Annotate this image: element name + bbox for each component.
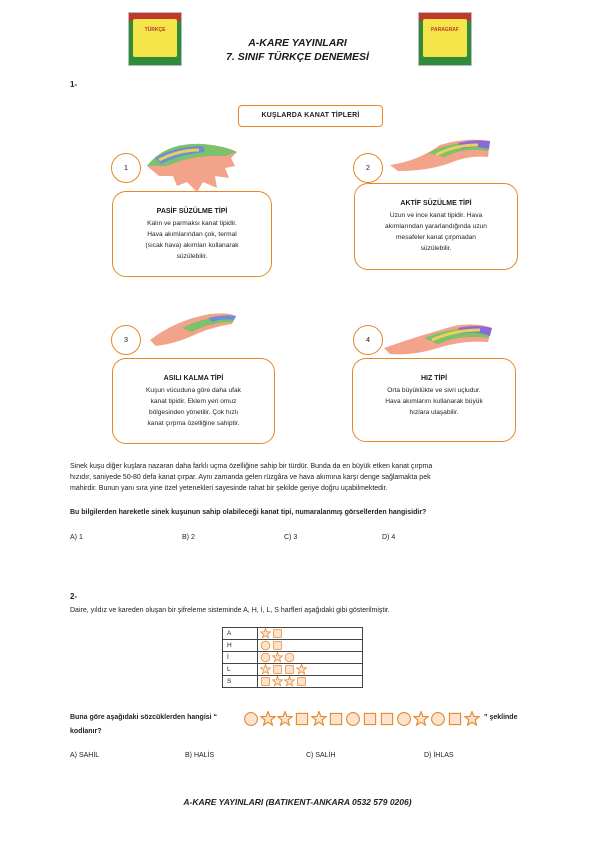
cipher-shapes	[258, 640, 363, 652]
hummingbird-paragraph	[70, 461, 540, 494]
q1-option-b[interactable]: B) 2	[182, 534, 195, 541]
card-title: HIZ TİPİ	[420, 375, 448, 382]
square-icon	[272, 628, 283, 639]
square-icon	[272, 640, 283, 651]
circle-icon	[345, 711, 361, 727]
star-icon	[413, 711, 429, 727]
cipher-shapes	[258, 652, 363, 664]
cipher-row	[223, 664, 363, 676]
square-icon	[296, 676, 307, 687]
cipher-row	[223, 676, 363, 688]
wing-image-3	[148, 308, 238, 350]
wing-card-3	[112, 358, 275, 444]
card-line: Orta büyüklükte ve sivri uçludur.	[387, 387, 481, 394]
circle-icon	[284, 652, 295, 663]
wing-image-2	[388, 135, 493, 175]
square-icon	[379, 711, 395, 727]
card-line: Kuşun vücuduna göre daha ufak	[146, 387, 241, 394]
card-line: (sıcak hava) akımları kullanarak	[145, 242, 239, 249]
wing-card-2	[354, 183, 518, 270]
card-line: kanat çırpma özelliğine sahiptir.	[147, 420, 240, 427]
circle-icon	[260, 652, 271, 663]
q2-option-d[interactable]: D) İHLAS	[424, 752, 454, 759]
circle-icon	[260, 640, 271, 651]
card-line: mesafeler kanat çırpmadan	[396, 234, 476, 241]
card-line: bölgesinden yönetilir. Çok hızlı	[148, 409, 239, 416]
question-2-text-after: ” şeklinde	[484, 714, 518, 721]
card-line: Kalın ve parmaksı kanat tipidir.	[147, 220, 237, 227]
wing-number-2: 2	[353, 153, 383, 183]
book-cover-label: PARAGRAF	[431, 27, 459, 33]
star-icon	[272, 676, 283, 687]
square-icon	[272, 664, 283, 675]
star-icon	[311, 711, 327, 727]
wing-image-1	[145, 128, 240, 193]
cipher-shapes	[258, 664, 363, 676]
paragraph-line: hızıdır, saniyede 50-80 defa kanat çırpar. Aynı zamanda gelen rüzgâra ve hava akımına karşı denge sağlamakta pek	[70, 474, 431, 481]
cipher-letter: İ	[223, 652, 258, 664]
wing-card-1	[112, 191, 272, 277]
square-icon	[447, 711, 463, 727]
cipher-table	[222, 627, 363, 688]
star-icon	[260, 628, 271, 639]
question-2-text-line2: kodlanır?	[70, 728, 102, 735]
wing-number-3: 3	[111, 325, 141, 355]
square-icon	[260, 676, 271, 687]
circle-icon	[243, 711, 259, 727]
cipher-shapes	[258, 676, 363, 688]
question-1-text: Bu bilgilerden hareketle sinek kuşunun sahip olabileceği kanat tipi, numaralanmış görsellerden hangisidir?	[70, 509, 427, 516]
square-icon	[362, 711, 378, 727]
circle-icon	[396, 711, 412, 727]
card-line: kanat tipidir. Eklem yeri omuz	[150, 398, 237, 405]
circle-icon	[430, 711, 446, 727]
star-icon	[284, 676, 295, 687]
cipher-letter: S	[223, 676, 258, 688]
cipher-row	[223, 640, 363, 652]
q2-option-a[interactable]: A) SAHİL	[70, 752, 100, 759]
cipher-letter: L	[223, 664, 258, 676]
card-line: akımlarından yararlandığında uzun	[385, 223, 487, 230]
wing-card-4	[352, 358, 516, 442]
card-line: Hava akımlarından çok, termal	[147, 231, 237, 238]
question-number: 1-	[70, 80, 78, 89]
cipher-letter: A	[223, 628, 258, 640]
publisher-title: A-KARE YAYINLARI	[248, 37, 347, 49]
star-icon	[464, 711, 480, 727]
star-icon	[296, 664, 307, 675]
cipher-letter: H	[223, 640, 258, 652]
card-line: süzülebilir.	[176, 253, 208, 260]
card-line: Uzun ve ince kanat tipidir. Hava	[389, 212, 483, 219]
wing-types-title: KUŞLARDA KANAT TİPLERİ	[238, 105, 383, 127]
book-cover-label: TÜRKÇE	[144, 27, 166, 33]
wing-image-4	[382, 318, 494, 358]
exam-title: 7. SINIF TÜRKÇE DENEMESİ	[226, 51, 369, 63]
page-footer: A-KARE YAYINLARI (BATIKENT-ANKARA 0532 579 0206)	[183, 797, 412, 807]
square-icon	[328, 711, 344, 727]
question-2-text: Buna göre aşağıdaki sözcüklerden hangisi “	[70, 714, 218, 721]
star-icon	[260, 711, 276, 727]
card-title: PASİF SÜZÜLME TİPİ	[156, 208, 228, 215]
q1-option-d[interactable]: D) 4	[382, 534, 396, 541]
question-code-shapes	[243, 711, 480, 727]
star-icon	[277, 711, 293, 727]
question-number: 2-	[70, 592, 78, 601]
q1-option-a[interactable]: A) 1	[70, 534, 83, 541]
card-line: süzülebilir.	[420, 245, 452, 252]
cipher-row	[223, 652, 363, 664]
star-icon	[272, 652, 283, 663]
card-title: ASILI KALMA TİPİ	[163, 375, 224, 382]
cipher-intro: Daire, yıldız ve kareden oluşan bir şifreleme sisteminde A, H, İ, L, S harfleri aşağıdaki gibi gösterilmiştir.	[70, 607, 390, 614]
square-icon	[284, 664, 295, 675]
wing-number-1: 1	[111, 153, 141, 183]
cipher-shapes	[258, 628, 363, 640]
card-line: Hava akımlarını kullanarak büyük	[385, 398, 483, 405]
card-line: hızlara ulaşabilir.	[409, 409, 459, 416]
card-title: AKTİF SÜZÜLME TİPİ	[400, 200, 472, 207]
q1-option-c[interactable]: C) 3	[284, 534, 298, 541]
q2-option-b[interactable]: B) HALİS	[185, 752, 215, 759]
paragraph-line: mahirdir. Bunun yanı sıra yine özel yetenekleri sayesinde rahat bir şekilde geriye doğru uçabilmektedir.	[70, 485, 388, 492]
wing-number-4: 4	[353, 325, 383, 355]
square-icon	[294, 711, 310, 727]
star-icon	[260, 664, 271, 675]
paragraph-line: Sinek kuşu diğer kuşlara nazaran daha farklı uçma özelliğine sahip bir türdür. Bunda da en büyük etken kanat çırpma	[70, 463, 433, 470]
q2-option-c[interactable]: C) SALİH	[306, 752, 336, 759]
cipher-row	[223, 628, 363, 640]
